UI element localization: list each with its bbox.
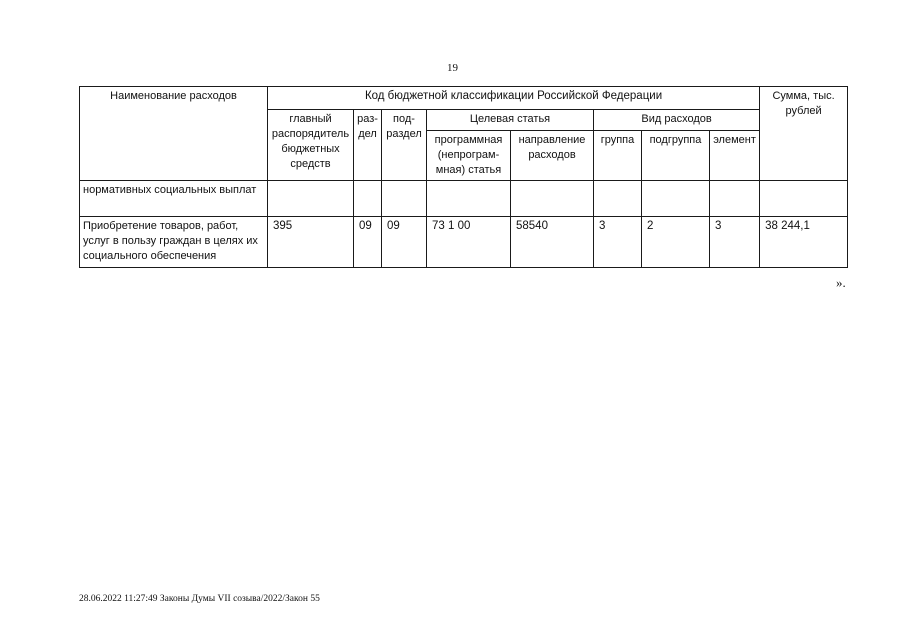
header-expense-type: Вид расходов <box>594 110 760 131</box>
cell-subsection <box>382 181 427 217</box>
header-program: программная (непрограм-мная) статья <box>427 131 511 181</box>
row-name: нормативных социальных выплат <box>80 181 268 217</box>
cell-sum <box>760 181 848 217</box>
header-code-group: Код бюджетной классификации Российской Федерации <box>268 87 760 110</box>
cell-group: 3 <box>594 217 642 268</box>
header-sum: Сумма, тыс. рублей <box>760 87 848 181</box>
header-chief-manager: главный распорядитель бюджетных средств <box>268 110 354 181</box>
header-name: Наименование расходов <box>80 87 268 181</box>
page-number: 19 <box>447 62 458 74</box>
header-group: группа <box>594 131 642 181</box>
header-section: раз-дел <box>354 110 382 181</box>
header-subsection: под-раздел <box>382 110 427 181</box>
footer-stamp: 28.06.2022 11:27:49 Законы Думы VII созыва/2022/Закон 55 <box>79 594 320 604</box>
table-row <box>80 217 848 268</box>
cell-direction: 58540 <box>511 217 594 268</box>
cell-section <box>354 181 382 217</box>
cell-direction <box>511 181 594 217</box>
table-row <box>80 181 848 217</box>
header-row-1 <box>80 87 848 110</box>
row-name: Приобретение товаров, работ, услуг в пользу граждан в целях их социального обеспечения <box>80 217 268 268</box>
budget-table <box>79 86 848 268</box>
header-direction: направление расходов <box>511 131 594 181</box>
cell-group <box>594 181 642 217</box>
header-subgroup: подгруппа <box>642 131 710 181</box>
cell-element: 3 <box>710 217 760 268</box>
cell-section: 09 <box>354 217 382 268</box>
cell-sum: 38 244,1 <box>760 217 848 268</box>
cell-subsection: 09 <box>382 217 427 268</box>
header-target-article: Целевая статья <box>427 110 594 131</box>
cell-subgroup: 2 <box>642 217 710 268</box>
cell-element <box>710 181 760 217</box>
cell-chief-manager <box>268 181 354 217</box>
header-element: элемент <box>710 131 760 181</box>
cell-subgroup <box>642 181 710 217</box>
cell-program: 73 1 00 <box>427 217 511 268</box>
cell-chief-manager: 395 <box>268 217 354 268</box>
cell-program <box>427 181 511 217</box>
closing-quote-mark: ». <box>836 275 846 290</box>
